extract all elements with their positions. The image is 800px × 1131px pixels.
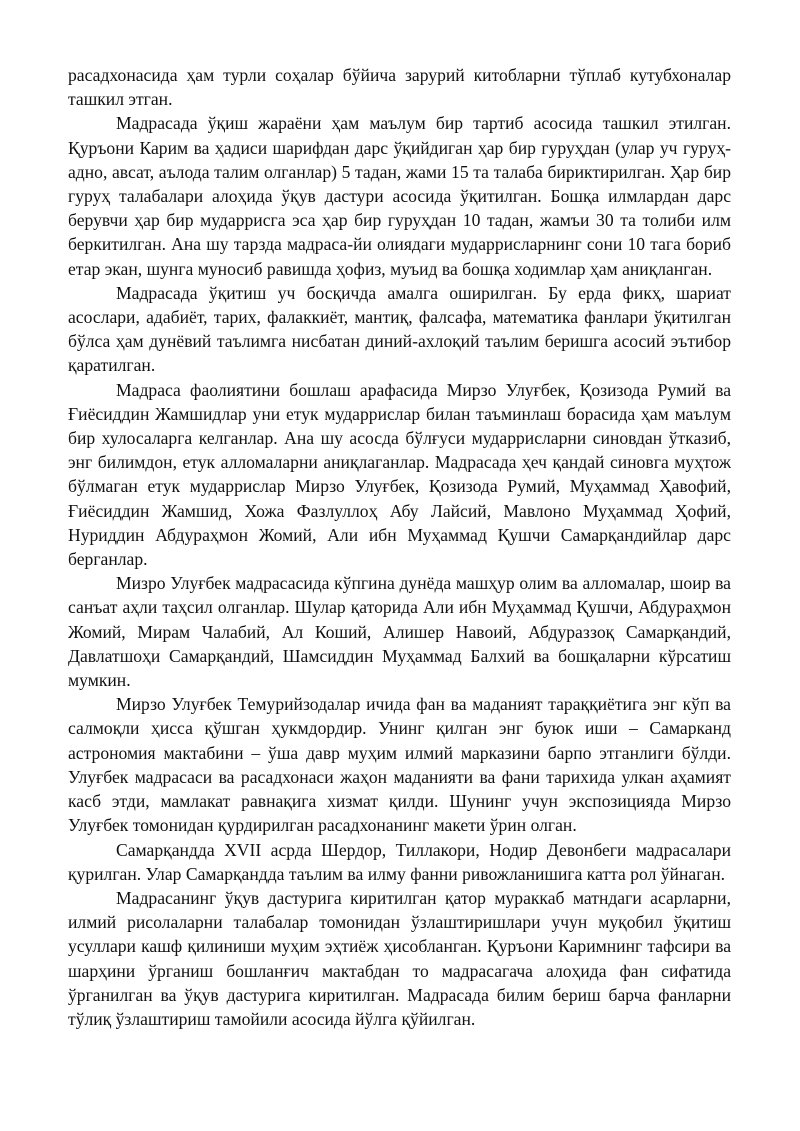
paragraph-observatory-libraries: расадхонасида ҳам турли соҳалар бўйича зарурий китобларни тўплаб кутубхоналар ташкил этган. [68, 65, 731, 110]
paragraph-study-process: Мадрасада ўқиш жараёни ҳам маълум бир тартиб асосида ташкил этилган. Қуръони Карим ва ҳадиси шарифдан дарс ўқийдиган ҳар бир гуруҳдан (улар уч гуруҳ-адно, авсат, аълода талим олганлар) 5 тадан, жами 15 та талаба бириктирилган. Ҳар бир гуруҳ талабалари алоҳида ўқув дастури асосида ўқитилган. Бошқа илмлардан дарс берувчи ҳар бир мударрисга эса ҳар бир гуруҳдан 10 тадан, жамъи 30 та толиби илм беркитилган. Ана шу тарзда мадраса-йи олиядаги мударрисларнинг сони 10 тага бориб етар экан, шунга муносиб равишда ҳофиз, муъид ва бошқа ходимлар ҳам аниқланган. [68, 113, 731, 279]
document-page [68, 63, 731, 1031]
paragraph-curriculum: Мадрасанинг ўқув дастурига киритилган қатор мураккаб матндаги асарларни, илмий рисолаларни талабалар томонидан ўзлаштиришлари учун муқобил ўқитиш усуллари кашф қилиниши муҳим эҳтиёж ҳисобланган. Қуръони Каримнинг тафсири ва шарҳини ўрганиш бошланғич мактабдан то мадрасагача алоҳида фан сифатида ўрганилган ва ўқув дастурига киритилган. Мадрасада билим бериш барча фанларни тўлиқ ўзлаштириш тамойили асосида йўлга қўйилган. [68, 887, 731, 1029]
paragraph-three-stages: Мадрасада ўқитиш уч босқичда амалга оширилган. Бу ерда фикҳ, шариат асослари, адабиёт, тарих, фалаккиёт, мантиқ, фалсафа, математика фанлари ўқитилган бўлса ҳам дунёвий таълимга нисбатан диний-ахлоқий таълим беришга асосий эътибор қаратилган. [68, 282, 731, 376]
paragraph-ulugbek-contribution: Мирзо Улуғбек Темурийзодалар ичида фан ва маданият тараққиётига энг кўп ва салмоқли ҳисса қўшган ҳукмдордир. Унинг қилган энг буюк иши – Самарканд астрономия мактабини – ўша давр муҳим илмий марказини барпо этганлиги бўлди. Улуғбек мадрасаси ва расадхонаси жаҳон маданияти ва фани тарихида улкан аҳамият касб этди, мамлакат равнақига хизмат қилди. Шунинг учун экспозицияда Мирзо Улуғбек томонидан қурдирилган расадхонанинг макети ўрин олган. [68, 694, 731, 836]
paragraph-teachers: Мадраса фаолиятини бошлаш арафасида Мирзо Улуғбек, Қозизода Румий ва Ғиёсиддин Жамшидлар уни етук мударрислар билан таъминлаш борасида ҳам маълум бир хулосаларга келганлар. Ана шу асосда бўлғуси мударрисларни синовдан ўтказиб, энг билимдон, етук алломаларни аниқлаганлар. Мадрасада ҳеч қандай синовга муҳтож бўлмаган етук мударрислар Мирзо Улуғбек, Қозизода Румий, Муҳаммад Ҳавофий, Ғиёсиддин Жамшид, Хожа Фазлуллоҳ Абу Лайсий, Мавлоно Муҳаммад Ҳофий, Нуриддин Абдураҳмон Жомий, Али ибн Муҳаммад Қушчи Самарқандийлар дарс берганлар. [68, 379, 731, 570]
paragraph-scholars: Мизро Улуғбек мадрасасида кўпгина дунёда машҳур олим ва алломалар, шоир ва санъат аҳли таҳсил олганлар. Шулар қаторида Али ибн Муҳаммад Қушчи, Абдураҳмон Жомий, Мирам Чалабий, Ал Коший, Алишер Навоий, Абдураззоқ Самарқандий, Давлатшоҳи Самарқандий, Шамсиддин Муҳаммад Балхий ва бошқаларни кўрсатиш мумкин. [68, 573, 731, 691]
paragraph-samarkand-17th-century: Самарқандда XVII асрда Шердор, Тиллакори, Нодир Девонбеги мадрасалари қурилган. Улар Самарқандда таълим ва илму фанни ривожланишига катта рол ўйнаган. [68, 839, 731, 884]
